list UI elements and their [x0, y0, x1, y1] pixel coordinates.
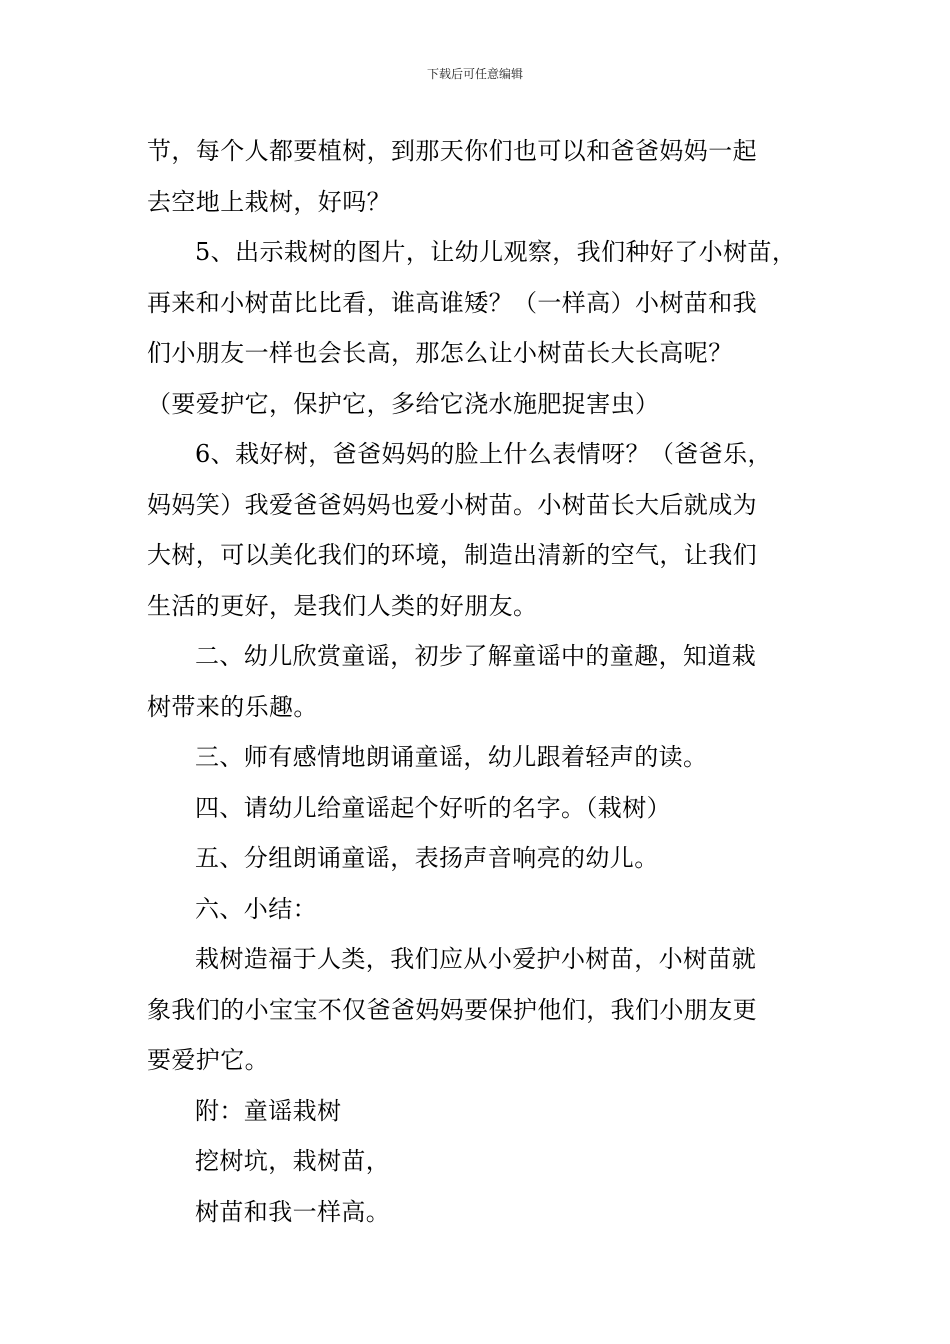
body-line: 5、出示栽树的图片，让幼儿观察，我们种好了小树苗，	[195, 238, 797, 266]
body-line: 象我们的小宝宝不仅爸爸妈妈要保护他们，我们小朋友更	[147, 995, 757, 1024]
body-line: 们小朋友一样也会长高，那怎么让小树苗长大长高呢？	[147, 339, 733, 367]
body-line: （要爱护它，保护它，多给它浇水施肥捉害虫）	[147, 389, 660, 418]
body-line: 五、分组朗诵童谣，表扬声音响亮的幼儿。	[195, 844, 659, 872]
body-line: 四、请幼儿给童谣起个好听的名字。（栽树）	[195, 793, 671, 822]
body-line: 六、小结：	[195, 894, 317, 923]
body-line: 6、栽好树，爸爸妈妈的脸上什么表情呀？（爸爸乐，	[195, 440, 772, 468]
page-header-note: 下载后可任意编辑	[426, 67, 523, 81]
body-line: 树苗和我一样高。	[195, 1197, 391, 1226]
body-line: 大树，可以美化我们的环境，制造出清新的空气，让我们	[147, 541, 757, 569]
body-line: 去空地上栽树，好吗？	[147, 187, 391, 216]
body-line: 挖树坑，栽树苗，	[195, 1147, 391, 1175]
body-line: 栽树造福于人类，我们应从小爱护小树苗，小树苗就	[195, 945, 757, 973]
body-line: 节，每个人都要植树，到那天你们也可以和爸爸妈妈一起	[147, 137, 757, 165]
body-line: 三、师有感情地朗诵童谣，幼儿跟着轻声的读。	[195, 743, 708, 771]
body-line: 树带来的乐趣。	[147, 692, 318, 721]
body-line: 妈妈笑）我爱爸爸妈妈也爱小树苗。小树苗长大后就成为	[147, 490, 757, 519]
document-body	[147, 126, 811, 1237]
body-line: 二、幼儿欣赏童谣，初步了解童谣中的童趣，知道栽	[195, 642, 757, 670]
body-line: 附：童谣栽树	[195, 1096, 342, 1125]
body-line: 要爱护它。	[147, 1046, 269, 1074]
body-line: 再来和小树苗比比看，谁高谁矮？（一样高）小树苗和我	[147, 288, 757, 317]
body-line: 生活的更好，是我们人类的好朋友。	[147, 591, 538, 620]
